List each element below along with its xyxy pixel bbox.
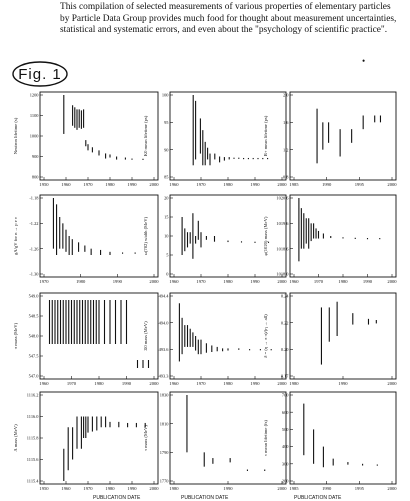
y-tick-label: -1.22 (29, 220, 39, 226)
chart-frame (290, 92, 396, 180)
y-tick-label: 5 (166, 252, 169, 258)
x-tick-label: 1970 (196, 182, 206, 187)
x-tick-label: 1980 (105, 486, 115, 491)
y-axis-label: gA/gV for n → p e ν (13, 217, 18, 255)
y-tick-label: 95 (164, 119, 169, 125)
y-tick-label: 1018.6 (276, 246, 289, 252)
y-tick-label: 0.20 (280, 346, 289, 352)
y-tick-label: 1790 (159, 449, 169, 455)
y-tick-label: 300 (281, 461, 289, 467)
y-tick-label: 200 (281, 478, 289, 484)
y-tick-label: -1.30 (29, 271, 39, 277)
x-axis-caption-1: PUBLICATION DATE (93, 495, 141, 501)
y-tick-label: 90 (164, 147, 169, 153)
chart-panel-4 (12, 193, 160, 289)
y-axis-label: K0 mean lifetime (ps) (143, 115, 148, 157)
x-tick-label: 1980 (289, 381, 299, 386)
chart-panel-1 (12, 90, 160, 192)
x-tick-label: 1970 (196, 279, 206, 284)
y-axis-label: φ(1020) mass (MeV) (263, 216, 268, 256)
chart-frame (40, 92, 158, 180)
y-tick-label: 0.22 (280, 320, 289, 326)
y-tick-label: 494.4 (158, 293, 169, 299)
x-tick-label: 2000 (149, 486, 159, 491)
y-tick-label: 547.5 (28, 353, 39, 359)
y-tick-label: 1000 (29, 133, 39, 139)
x-tick-label: 2000 (149, 182, 159, 187)
y-tick-label: 10 (164, 233, 169, 239)
y-tick-label: 85 (164, 174, 169, 180)
chart-panel-10 (12, 390, 160, 496)
y-axis-label: ω(782) width (MeV) (143, 216, 148, 256)
x-tick-label: 2000 (387, 486, 397, 491)
y-tick-label: 700 (281, 392, 289, 398)
y-tick-label: 600 (281, 409, 289, 415)
x-tick-label: 1960 (289, 279, 299, 284)
chart-panel-7 (12, 291, 160, 391)
x-tick-label: 1990 (127, 486, 137, 491)
y-tick-label: 900 (31, 154, 39, 160)
x-tick-label: 1980 (223, 182, 233, 187)
x-tick-label: 1990 (250, 279, 260, 284)
y-tick-label: 2.0 (283, 92, 289, 98)
x-tick-label: 1970 (196, 381, 206, 386)
y-tick-label: 547.0 (28, 373, 39, 379)
y-axis-label: τ mean lifetime (fs) (263, 420, 268, 456)
x-tick-label: 2000 (149, 381, 159, 386)
y-tick-label: 549.0 (28, 293, 39, 299)
x-tick-label: 2000 (277, 486, 287, 491)
x-tick-label: 1980 (105, 182, 115, 187)
y-tick-label: 1100 (29, 113, 39, 119)
y-tick-label: 1115.6 (26, 457, 39, 463)
x-tick-label: 1980 (76, 279, 86, 284)
chart-frame (290, 392, 396, 484)
intro-paragraph: This compilation of selected measurements of various properties of elementary particles by Particle Data Group provides much food for thought about measurement uncertainties, statistical and systematic errors, and even about the "psychology of scientific practice". (60, 2, 397, 35)
x-tick-label: 1960 (39, 381, 49, 386)
x-tick-label: 2000 (149, 279, 159, 284)
x-axis-caption-3: PUBLICATION DATE (294, 495, 342, 501)
y-axis-label: Neutron lifetime (s) (13, 117, 18, 155)
x-tick-label: 1995 (354, 182, 364, 187)
x-tick-label: 1990 (250, 381, 260, 386)
x-tick-label: 2000 (277, 182, 287, 187)
x-tick-label: 1950 (39, 486, 49, 491)
x-tick-label: 1990 (322, 182, 332, 187)
x-tick-label: 1990 (223, 486, 233, 491)
chart-panel-12 (262, 390, 398, 496)
y-tick-label: 1018.0 (276, 271, 289, 277)
y-axis-label: δ = (η → π π)/(η → all) (263, 314, 268, 358)
figure-label (10, 59, 70, 89)
chart-panel-3 (262, 90, 398, 192)
x-tick-label: 1970 (83, 486, 93, 491)
y-tick-label: 100 (161, 92, 169, 98)
x-tick-label: 1960 (61, 486, 71, 491)
y-tick-label: 1116.0 (26, 414, 39, 420)
x-tick-label: 1960 (169, 182, 179, 187)
x-axis-caption-2: PUBLICATION DATE (181, 495, 229, 501)
y-axis-label: π mass (MeV) (13, 322, 18, 350)
x-tick-label: 1990 (338, 381, 348, 386)
y-tick-label: 1.2 (283, 147, 289, 153)
y-axis-label: τ mass (MeV) (143, 425, 148, 451)
x-tick-label: 1950 (39, 182, 49, 187)
x-tick-label: 1960 (169, 279, 179, 284)
y-tick-label: 493.3 (158, 373, 169, 379)
x-tick-label: 1970 (313, 279, 324, 284)
chart-frame (290, 293, 396, 379)
x-tick-label: 1990 (322, 486, 332, 491)
y-tick-label: 1770 (159, 478, 169, 484)
y-tick-label: 1020.6 (276, 195, 289, 201)
x-tick-label: 1980 (223, 279, 233, 284)
x-tick-label: 1980 (169, 486, 179, 491)
y-tick-label: -1.18 (29, 195, 39, 201)
x-tick-label: 1970 (39, 279, 49, 284)
x-tick-label: 1980 (94, 381, 104, 386)
chart-frame (40, 392, 158, 484)
x-tick-label: 1985 (289, 486, 299, 491)
y-tick-label: -1.26 (29, 246, 39, 252)
y-tick-label: 0 (166, 271, 169, 277)
y-tick-label: 548.5 (28, 313, 39, 319)
x-tick-label: 1960 (169, 381, 179, 386)
figure-label-text: Fig. 1 (18, 65, 62, 83)
x-tick-label: 2000 (387, 182, 397, 187)
x-tick-label: 1960 (61, 182, 71, 187)
x-tick-label: 2000 (387, 381, 397, 386)
y-tick-label: 1115.8 (26, 435, 39, 441)
y-axis-label: Λ mass (MeV) (13, 424, 18, 452)
chart-panel-9 (262, 291, 398, 391)
x-tick-label: 1990 (127, 182, 137, 187)
chart-frame (40, 195, 158, 277)
x-tick-label: 1970 (66, 381, 77, 386)
y-tick-label: 1810 (159, 421, 169, 427)
y-tick-label: 1116.2 (26, 392, 39, 398)
x-tick-label: 1990 (250, 182, 260, 187)
x-tick-label: 1985 (289, 182, 299, 187)
y-tick-label: 1115.4 (26, 478, 39, 484)
x-tick-label: 1990 (112, 279, 122, 284)
y-axis-label: Ξ0 mass (MeV) (143, 321, 148, 351)
x-tick-label: 2000 (277, 381, 287, 386)
y-tick-label: 0.17 (280, 373, 289, 379)
y-tick-label: 20 (164, 195, 169, 201)
y-tick-label: 500 (281, 427, 289, 432)
y-tick-label: 0.24 (280, 293, 289, 299)
x-tick-label: 1990 (362, 279, 373, 284)
y-tick-label: 1.6 (283, 119, 289, 125)
y-tick-label: 493.6 (158, 346, 169, 352)
x-tick-label: 1990 (121, 381, 132, 386)
y-tick-label: 1019.6 (276, 220, 289, 226)
y-tick-label: 15 (164, 214, 169, 220)
x-tick-label: 2000 (277, 279, 287, 284)
x-tick-label: 1995 (354, 486, 364, 491)
x-tick-label: 1980 (338, 279, 348, 284)
y-tick-label: 1830 (159, 392, 169, 398)
chart-panel-6 (262, 193, 398, 289)
x-tick-label: 2000 (387, 279, 397, 284)
x-tick-label: 1970 (83, 182, 93, 187)
y-tick-label: 800 (31, 174, 39, 180)
y-tick-label: 494.0 (158, 320, 169, 326)
y-tick-label: 0.8 (283, 174, 289, 180)
x-tick-label: 1980 (223, 381, 233, 386)
y-tick-label: 548.0 (28, 333, 39, 339)
y-axis-label: B+ mean lifetime (ps) (263, 115, 268, 157)
y-tick-label: 400 (281, 444, 289, 450)
y-tick-label: 1200 (29, 92, 39, 98)
speck-mark: • (362, 56, 366, 66)
